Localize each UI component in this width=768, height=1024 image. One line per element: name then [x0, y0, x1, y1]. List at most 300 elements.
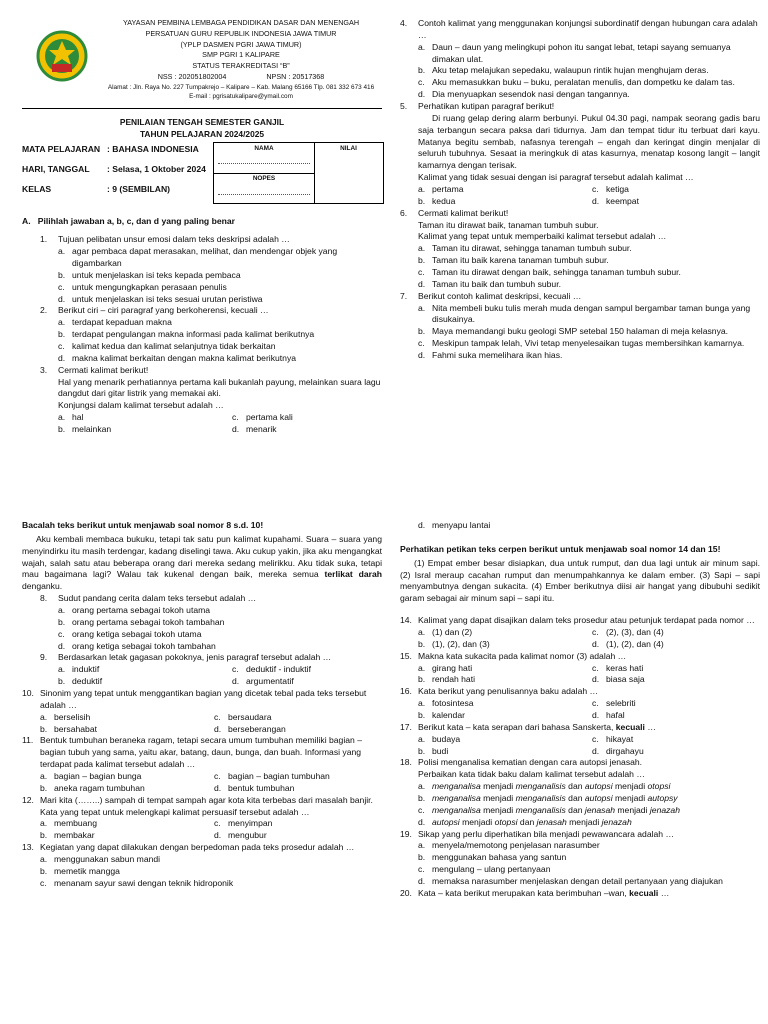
answer-option[interactable]: [592, 674, 762, 686]
option-text: menganalisis: [515, 804, 566, 815]
option-letter: d.: [232, 676, 240, 687]
question-prompt: Kalimat yang tepat untuk memperbaiki kalimat tersebut adalah …: [418, 231, 667, 242]
option-letter: b.: [418, 745, 426, 756]
answer-option[interactable]: [418, 817, 760, 829]
answer-option[interactable]: [58, 270, 382, 282]
question-stem: Tujuan pelibatan unsur emosi dalam teks deskripsi adalah …: [58, 234, 290, 245]
option-text: autopsi: [432, 816, 460, 827]
option-letter: d.: [418, 520, 426, 530]
option-text: menyimpan: [228, 818, 273, 829]
option-letter: a.: [40, 854, 48, 865]
answer-option[interactable]: [40, 712, 214, 724]
score-label: NILAI: [340, 145, 357, 153]
option-letter: a.: [58, 246, 66, 257]
answer-option[interactable]: [214, 783, 384, 795]
option-text: menjadi: [612, 781, 648, 792]
option-text: (1), (2), dan (4): [606, 638, 664, 649]
option-letter: c.: [58, 340, 65, 351]
section-a-instruction: A. Pilihlah jawaban a, b, c, dan d yang paling benar: [22, 216, 235, 227]
answer-option[interactable]: [58, 294, 382, 306]
option-letter: c.: [418, 77, 425, 88]
question-20: [400, 888, 760, 900]
option-letter: d.: [232, 423, 240, 434]
question-stem: Perhatikan kutipan paragraf berikut!: [418, 101, 555, 112]
question-number: 15.: [400, 650, 412, 661]
answer-option[interactable]: [418, 303, 760, 327]
passage-text: denganku.: [22, 581, 63, 592]
meta-class: [22, 184, 170, 196]
answer-option[interactable]: [58, 329, 382, 341]
option-letter: d.: [418, 816, 426, 827]
name-label: NAMA: [254, 145, 274, 153]
question-stem: Mari kita (……..) sampah di tempat sampah agar kota kita terbebas dari masalah banjir.: [40, 794, 373, 805]
answer-option[interactable]: [418, 663, 592, 675]
answer-option[interactable]: [214, 771, 384, 783]
answer-option[interactable]: [40, 783, 214, 795]
option-letter: c.: [418, 267, 425, 278]
answer-option[interactable]: [418, 255, 760, 267]
meta-label: MATA PELAJARAN: [22, 144, 101, 155]
question-stem: Cermati kalimat berikut!: [418, 207, 509, 218]
answer-option[interactable]: [418, 267, 760, 279]
option-letter: b.: [58, 269, 66, 280]
answer-option[interactable]: [418, 840, 760, 852]
option-letter: c.: [418, 338, 425, 349]
question-number: 2.: [40, 305, 48, 316]
option-text: untuk menjelaskan isi teks sesuai urutan peristiwa: [72, 293, 263, 304]
answer-option[interactable]: [418, 243, 760, 255]
question-number: 3.: [40, 364, 48, 375]
question-number: 6.: [400, 207, 408, 218]
option-text: menanam sayur sawi dengan teknik hidroponik: [54, 877, 234, 888]
option-letter: b.: [58, 329, 66, 340]
answer-option[interactable]: [418, 864, 760, 876]
question-1: [40, 234, 382, 305]
box-divider: [214, 173, 314, 174]
question-12: [22, 795, 382, 842]
option-text: melainkan: [72, 423, 112, 434]
question-number: 5.: [400, 101, 408, 112]
question-number: 14.: [400, 615, 412, 626]
option-letter: b.: [418, 326, 426, 337]
option-text: mengulang – ulang pertanyaan: [432, 864, 551, 875]
exam-number-label: NOPES: [252, 175, 276, 183]
answer-option[interactable]: [418, 338, 760, 350]
answer-option[interactable]: [58, 641, 382, 653]
option-letter: b.: [40, 830, 48, 841]
option-text: kedua: [432, 195, 456, 206]
letterhead-text: [96, 18, 386, 102]
stem-emphasis: kecuali: [615, 721, 645, 732]
reading-instruction: Perhatikan petikan teks cerpen berikut untuk menjawab soal nomor 14 dan 15!: [400, 543, 721, 554]
option-text: terdapat kepaduan makna: [72, 317, 172, 328]
option-letter: d.: [592, 674, 600, 685]
option-letter: c.: [592, 184, 599, 195]
option-text: (1) dan (2): [432, 627, 473, 638]
option-text: berseberangan: [228, 723, 286, 734]
question-stem: Sikap yang perlu diperhatikan bila menjadi pewawancara adalah …: [418, 828, 675, 839]
answer-option[interactable]: [592, 698, 762, 710]
option-letter: c.: [418, 864, 425, 875]
option-letter: d.: [58, 352, 66, 363]
answer-option[interactable]: [58, 353, 382, 365]
option-text: menggunakan bahasa yang santun: [432, 852, 567, 863]
answer-option[interactable]: [40, 878, 382, 890]
question-passage: Di ruang gelap dering alarm berbunyi. Pukul 04.30 pagi, nampak seorang gadis baru saja terbangun secara paksa dari tidurnya. Jam dan tempat tidur itu terbuat dari kayu. Matanya begitu sembab, nafasnya terengah – engah dan keringat dingin menjalar di seluruh tubuhnya. Sesaat ia meringkuk di atas kasurnya, menatap kosong langit – langit kamarnya dengan terisak.: [418, 112, 760, 171]
option-letter: d.: [592, 710, 600, 721]
answer-option[interactable]: [592, 746, 762, 758]
option-text: orang pertama sebagai tokoh utama: [72, 605, 211, 616]
answer-option[interactable]: [418, 520, 760, 532]
question-stem: Kata berikut yang penulisannya baku adalah …: [418, 686, 599, 697]
answer-option[interactable]: [418, 279, 760, 291]
question-9: [40, 652, 382, 688]
question-prompt: Kalimat yang tidak sesuai dengan isi paragraf tersebut adalah kalimat …: [418, 172, 694, 183]
option-text: menyela/memotong penjelasan narasumber: [432, 840, 600, 851]
passage-bold-phrase: terlikat darah: [324, 569, 382, 580]
answer-option[interactable]: [418, 698, 592, 710]
option-letter: d.: [214, 723, 222, 734]
option-text: bentuk tumbuhan: [228, 782, 295, 793]
option-text: autopsi: [584, 781, 613, 792]
option-letter: a.: [58, 664, 66, 675]
option-text: menjadi: [615, 804, 650, 815]
option-text: kalendar: [432, 710, 465, 721]
option-text: menjadi: [480, 804, 516, 815]
answer-option[interactable]: [418, 674, 592, 686]
option-text: dan: [517, 816, 537, 827]
answer-option[interactable]: [418, 781, 760, 793]
question-14: [400, 615, 760, 651]
bottom-right-column: [400, 520, 760, 900]
option-text: menjadi: [566, 816, 602, 827]
option-text: menjadi: [480, 793, 516, 804]
answer-option[interactable]: [58, 617, 382, 629]
question-prompt: Perbaikan kata tidak baku dalam kalimat tersebut adalah …: [418, 769, 645, 780]
option-text: pertama: [432, 184, 464, 195]
option-letter: a.: [418, 41, 426, 52]
option-letter: b.: [418, 710, 426, 721]
option-letter: b.: [418, 255, 426, 266]
question-number: 20.: [400, 887, 412, 898]
option-letter: b.: [40, 723, 48, 734]
question-number: 8.: [40, 593, 48, 604]
answer-option[interactable]: [232, 424, 402, 436]
answer-option[interactable]: [592, 734, 762, 746]
option-text: menarik: [246, 423, 277, 434]
reading-instruction: Bacalah teks berikut untuk menjawab soal nomor 8 s.d. 10!: [22, 520, 264, 530]
answer-option[interactable]: [40, 854, 382, 866]
question-stem: Cermati kalimat berikut!: [58, 364, 149, 375]
option-text: (1), (2), dan (3): [432, 638, 490, 649]
option-text: membakar: [54, 830, 95, 841]
answer-option[interactable]: [40, 830, 214, 842]
option-text: menyapu lantai: [432, 520, 491, 530]
option-text: jenazah: [649, 804, 680, 815]
option-text: argumentatif: [246, 676, 294, 687]
option-letter: d.: [418, 89, 426, 100]
option-letter: d.: [214, 782, 222, 793]
answer-option[interactable]: [58, 246, 382, 270]
option-text: selebriti: [606, 698, 636, 709]
option-letter: a.: [418, 627, 426, 638]
answer-option[interactable]: [58, 282, 382, 294]
option-text: menjadi: [612, 793, 648, 804]
answer-option[interactable]: [418, 350, 760, 362]
option-letter: c.: [232, 664, 239, 675]
answer-option[interactable]: [418, 639, 592, 651]
question-passage: Hal yang menarik perhatiannya pertama kali bukanlah payung, melainkan suara lagu dangdut dari gitar listrik yang memakai aki.: [58, 376, 381, 399]
option-letter: a.: [58, 605, 66, 616]
question-stem: Contoh kalimat yang menggunakan konjungsi subordinatif dengan hubungan cara adalah …: [418, 18, 758, 40]
meta-value: : BAHASA INDONESIA: [107, 144, 199, 155]
reading-passage: (1) Empat ember besar disiapkan, dua untuk rumput, dan dua lagi untuk air minum sapi. (2) Isral meraup cacahan rumput dan menumpahkannya ke dalam ember. (3) Sapi – sapi menyambutnya dengan sukacita. (4) Ember berikutnya diisi air hangat yang dibubuhi sedikit garam sebagai air minum sapi – sapi itu.: [400, 557, 760, 604]
top-right-column: [400, 18, 760, 362]
option-letter: a.: [418, 184, 426, 195]
option-text: Maya memandangi buku geologi SMP setebal 150 halaman di meja kelasnya.: [432, 326, 729, 337]
answer-option[interactable]: [58, 341, 382, 353]
option-text: menggunakan sabun mandi: [54, 854, 161, 865]
option-text: bagian – bagian bunga: [54, 771, 142, 782]
option-letter: b.: [58, 616, 66, 627]
option-text: memetik mangga: [54, 865, 120, 876]
letterhead-line: PERSATUAN GURU REPUBLIK INDONESIA JAWA TIMUR: [145, 28, 337, 38]
question-stem: Berdasarkan letak gagasan pokoknya, jenis paragraf tersebut adalah …: [58, 652, 332, 663]
question-stem: Kegiatan yang dapat dilakukan dengan berpedoman pada teks prosedur adalah …: [40, 842, 355, 853]
option-letter: c.: [58, 281, 65, 292]
option-text: hikayat: [606, 733, 634, 744]
option-letter: d.: [592, 745, 600, 756]
option-letter: d.: [58, 640, 66, 651]
question-passage: Taman itu dirawat baik, tanaman tumbuh subur.: [418, 219, 599, 230]
question-stem: Berikut contoh kalimat deskripsi, kecuali …: [418, 290, 582, 301]
option-text: jenasah: [584, 804, 616, 815]
option-text: untuk mengungkapkan perasaan penulis: [72, 281, 227, 292]
question-stem: Kalimat yang dapat disajikan dalam teks prosedur atau petunjuk terdapat pada nomor …: [418, 615, 755, 626]
question-number: 1.: [40, 234, 48, 245]
answer-option[interactable]: [592, 639, 762, 651]
option-letter: c.: [214, 818, 221, 829]
option-text: keempat: [606, 195, 639, 206]
bottom-left-column: [22, 520, 382, 890]
option-text: orang ketiga sebagai tokoh utama: [72, 628, 202, 639]
answer-option[interactable]: [40, 724, 214, 736]
option-letter: d.: [58, 293, 66, 304]
question-18: [400, 757, 760, 828]
option-text: rendah hati: [432, 674, 476, 685]
option-text: terdapat pengulangan makna informasi pada kalimat berikutnya: [72, 329, 315, 340]
question-number: 7.: [400, 290, 408, 301]
option-text: menganalisis: [515, 781, 566, 792]
option-text: hafal: [606, 710, 625, 721]
question-prompt: Konjungsi dalam kalimat tersebut adalah …: [58, 400, 224, 411]
question-5: [400, 101, 760, 208]
answer-option[interactable]: [58, 664, 232, 676]
name-field[interactable]: [218, 163, 310, 164]
answer-option[interactable]: [418, 326, 760, 338]
answer-option[interactable]: [592, 710, 762, 722]
passage-text: Aku kembali membaca bukuku, tetapi tak satu pun kalimat kupahami. Suara – suara yang menyindirku itu masih terdengar, kadang diselingi tawa. Aku cukup yakin, jika aku mengangkat wajah, salah satu atau beberapa orang dari mereka sedang melirikku. Aku tidak suka, tetapi mau bagaimana lagi? Walau tak kukenal dengan baik, mereka semua: [22, 533, 382, 580]
answer-option[interactable]: [418, 196, 592, 208]
option-text: menganalisa: [432, 804, 481, 815]
option-letter: c.: [592, 733, 599, 744]
option-letter: a.: [418, 302, 426, 313]
answer-option[interactable]: [214, 818, 384, 830]
answer-option[interactable]: [592, 196, 762, 208]
answer-option[interactable]: [58, 676, 232, 688]
option-text: bagian – bagian tumbuhan: [228, 771, 330, 782]
stem-text: …: [647, 721, 656, 732]
option-letter: a.: [418, 840, 426, 851]
answer-option[interactable]: [592, 663, 762, 675]
question-19: [400, 829, 760, 888]
question-6: [400, 208, 760, 291]
question-stem: [418, 888, 760, 900]
option-text: otopsi: [494, 816, 518, 827]
option-text: hal: [72, 412, 84, 423]
question-number: 17.: [400, 721, 412, 732]
question-stem: Makna kata sukacita pada kalimat nomor (3) adalah …: [418, 650, 627, 661]
question-13: [22, 842, 382, 889]
option-text: menganalisa: [432, 781, 481, 792]
question-7: [400, 291, 760, 362]
letterhead-line: NSS : 202051802004 NPSN : 20517368: [157, 71, 325, 81]
option-letter: a.: [418, 698, 426, 709]
stem-text: Berikut kata – kata serapan dari bahasa Sanskerta,: [418, 721, 614, 732]
answer-option[interactable]: [58, 629, 382, 641]
meta-date: [22, 164, 206, 176]
answer-option[interactable]: [418, 793, 760, 805]
answer-option[interactable]: [40, 771, 214, 783]
answer-option[interactable]: [232, 412, 402, 424]
option-text: jenasah: [536, 816, 567, 827]
option-text: dan: [565, 781, 585, 792]
meta-label: KELAS: [22, 184, 52, 195]
answer-option[interactable]: [58, 412, 232, 424]
answer-option[interactable]: [232, 676, 402, 688]
answer-option[interactable]: [592, 627, 762, 639]
q18-options: [418, 781, 760, 828]
question-number: 9.: [40, 652, 48, 663]
answer-option[interactable]: [418, 876, 760, 888]
reading-passage: [22, 534, 382, 593]
answer-option[interactable]: [418, 77, 760, 89]
option-letter: d.: [592, 195, 600, 206]
option-text: Dia menyuapkan sesendok nasi dengan tangannya.: [432, 89, 630, 100]
option-letter: a.: [40, 711, 48, 722]
question-number: 16.: [400, 686, 412, 697]
option-text: menganalisa: [432, 793, 481, 804]
letterhead-line: STATUS TERAKREDITASI “B”: [192, 61, 290, 71]
question-number: 13.: [22, 842, 34, 853]
option-text: dan: [565, 793, 585, 804]
exam-title-line: PENILAIAN TENGAH SEMESTER GANJIL: [119, 117, 285, 127]
option-letter: b.: [418, 793, 426, 804]
meta-subject: [22, 144, 199, 156]
option-letter: c.: [214, 711, 221, 722]
answer-option[interactable]: [58, 424, 232, 436]
answer-option[interactable]: [418, 734, 592, 746]
question-prompt: Kata yang tepat untuk melengkapi kalimat persuasif tersebut adalah …: [40, 806, 310, 817]
header-divider: [22, 108, 382, 109]
school-email: E-mail : pgrisatukalipare@ymail.com: [189, 93, 293, 101]
option-text: induktif: [72, 664, 100, 675]
option-letter: b.: [418, 852, 426, 863]
question-number: 11.: [22, 735, 34, 746]
exam-number-field[interactable]: [218, 194, 310, 195]
stem-text: …: [660, 887, 670, 898]
option-text: budaya: [432, 733, 461, 744]
answer-option[interactable]: [418, 42, 760, 66]
question-stem: Sinonim yang tepat untuk menggantikan bagian yang dicetak tebal pada teks tersebut adalah …: [40, 688, 367, 710]
option-text: menjadi: [480, 781, 516, 792]
option-text: Aku tetap melajukan sepedaku, walaupun rintik hujan menghujam deras.: [432, 65, 709, 76]
answer-option[interactable]: [58, 317, 382, 329]
question-11: [22, 735, 382, 794]
school-letterhead: [22, 18, 382, 112]
answer-option[interactable]: [418, 184, 592, 196]
answer-option[interactable]: [418, 805, 760, 817]
answer-option[interactable]: [40, 866, 382, 878]
answer-option[interactable]: [214, 724, 384, 736]
option-letter: d.: [418, 278, 426, 289]
meta-value: : 9 (SEMBILAN): [107, 184, 171, 195]
answer-option[interactable]: [418, 627, 592, 639]
letterhead-line: SMP PGRI 1 KALIPARE: [202, 50, 280, 60]
option-text: keras hati: [606, 662, 644, 673]
option-letter: d.: [592, 638, 600, 649]
option-text: kalimat kedua dan kalimat selanjutnya tidak berkaitan: [72, 340, 276, 351]
question-8: [40, 593, 382, 652]
answer-option[interactable]: [214, 712, 384, 724]
question-stem: [418, 722, 760, 734]
option-letter: a.: [418, 781, 426, 792]
answer-option[interactable]: [232, 664, 402, 676]
question-number: 10.: [22, 688, 34, 699]
answer-option[interactable]: [58, 605, 382, 617]
answer-option[interactable]: [418, 65, 760, 77]
answer-option[interactable]: [418, 710, 592, 722]
meta-value: : Selasa, 1 Oktober 2024: [107, 164, 206, 175]
option-text: autopsy: [647, 793, 678, 804]
answer-option[interactable]: [418, 746, 592, 758]
option-letter: b.: [418, 65, 426, 76]
option-letter: a.: [40, 818, 48, 829]
option-text: budi: [432, 745, 449, 756]
question-number: 18.: [400, 757, 412, 768]
option-letter: c.: [592, 627, 599, 638]
answer-option[interactable]: [592, 184, 762, 196]
option-text: jenazah: [601, 816, 632, 827]
option-text: orang pertama sebagai tokoh tambahan: [72, 616, 225, 627]
exam-year-line: TAHUN PELAJARAN 2024/2025: [139, 129, 265, 140]
option-text: memaksa narasumber menjelaskan dengan detail pertanyaan yang diajukan: [432, 876, 723, 887]
option-text: orang ketiga sebagai tokoh tambahan: [72, 640, 216, 651]
option-letter: c.: [592, 698, 599, 709]
answer-option[interactable]: [214, 830, 384, 842]
option-letter: b.: [40, 782, 48, 793]
answer-option[interactable]: [40, 818, 214, 830]
option-text: Taman itu baik karena tanaman tumbuh subur.: [432, 255, 609, 266]
option-letter: a.: [40, 771, 48, 782]
pgri-logo-icon: [36, 30, 88, 82]
option-letter: c.: [232, 412, 239, 423]
answer-option[interactable]: [418, 852, 760, 864]
option-letter: b.: [58, 676, 66, 687]
question-number: 4.: [400, 18, 408, 28]
answer-option[interactable]: [418, 89, 760, 101]
option-letter: d.: [418, 876, 426, 887]
